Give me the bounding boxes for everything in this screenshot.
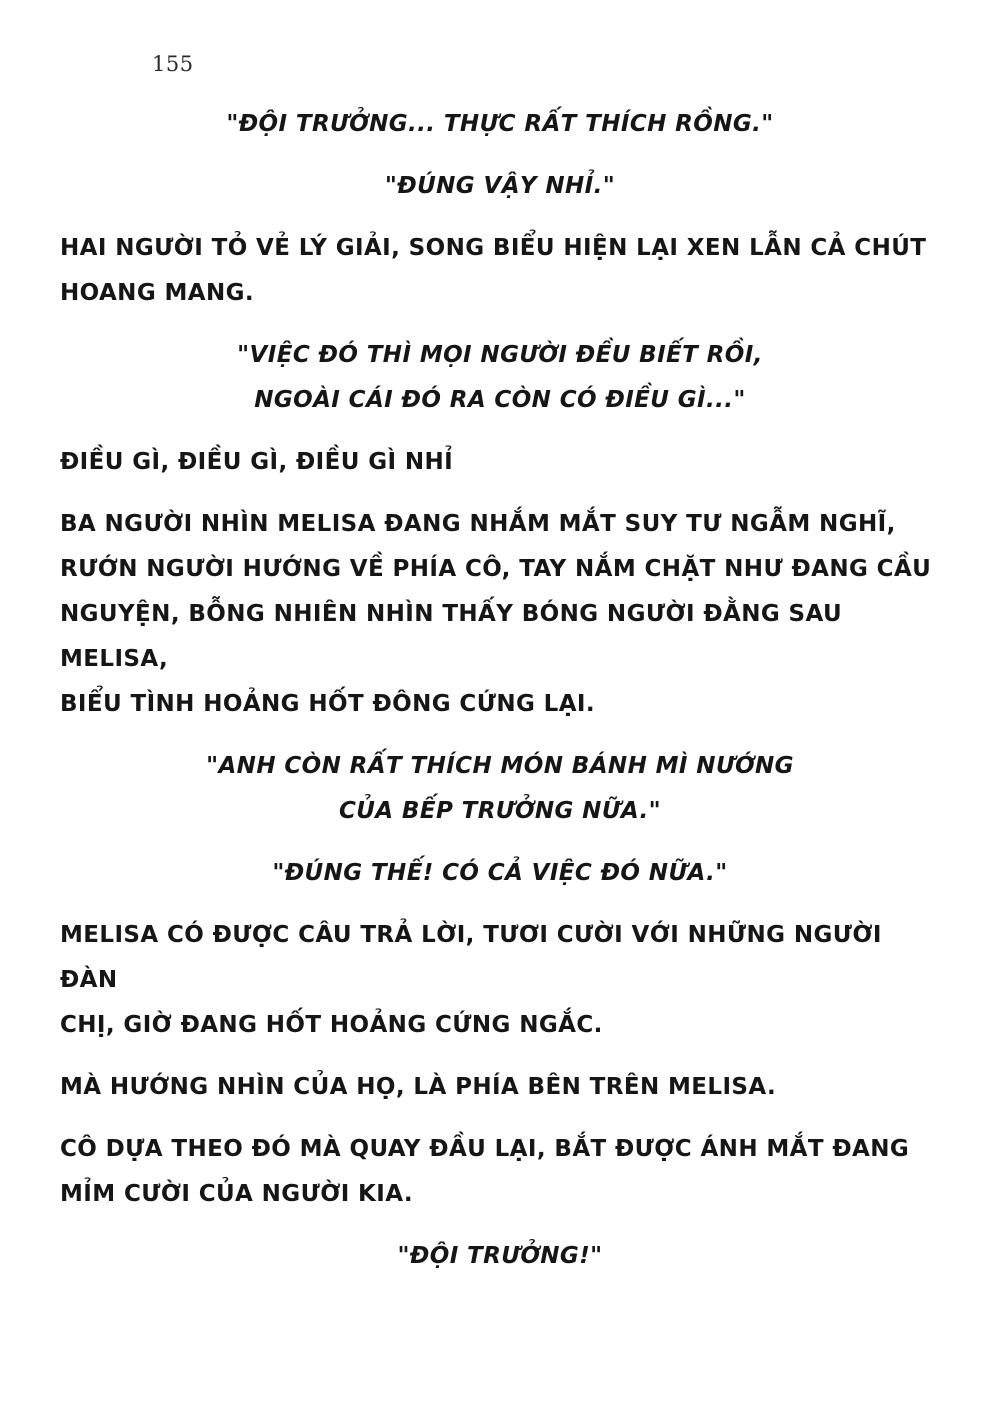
text-line: NGOÀI CÁI ĐÓ RA CÒN CÓ ĐIỀU GÌ..." [254, 387, 746, 413]
text-line: NGUYỆN, BỖNG NHIÊN NHÌN THẤY BÓNG NGƯỜI ĐẰNG SAU MELISA, [60, 601, 843, 672]
narration-block [60, 1065, 940, 1110]
dialogue-block [60, 1234, 940, 1279]
dialogue-block [60, 851, 940, 896]
text-line: "ANH CÒN RẤT THÍCH MÓN BÁNH MÌ NƯỚNG [206, 753, 794, 779]
text-line: ĐIỀU GÌ, ĐIỀU GÌ, ĐIỀU GÌ NHỈ [60, 449, 454, 475]
narration-block [60, 913, 940, 1048]
text-line: HOANG MANG. [60, 280, 255, 306]
text-line: BA NGƯỜI NHÌN MELISA ĐANG NHẮM MẮT SUY TƯ NGẪM NGHĨ, [60, 511, 896, 537]
text-line: HAI NGƯỜI TỎ VẺ LÝ GIẢI, SONG BIỂU HIỆN LẠI XEN LẪN CẢ CHÚT [60, 235, 927, 261]
dialogue-block [60, 164, 940, 209]
dialogue-block [60, 744, 940, 834]
text-line: "VIỆC ĐÓ THÌ MỌI NGƯỜI ĐỀU BIẾT RỒI, [237, 342, 763, 368]
page-number: 155 [152, 52, 194, 76]
text-line: MÀ HƯỚNG NHÌN CỦA HỌ, LÀ PHÍA BÊN TRÊN MELISA. [60, 1074, 777, 1100]
text-line: CÔ DỰA THEO ĐÓ MÀ QUAY ĐẦU LẠI, BẮT ĐƯỢC ÁNH MẮT ĐANG [60, 1136, 910, 1162]
text-line: MỈM CƯỜI CỦA NGƯỜI KIA. [60, 1181, 413, 1207]
text-line: BIỂU TÌNH HOẢNG HỐT ĐÔNG CỨNG LẠI. [60, 691, 596, 717]
text-line: "ĐỘI TRƯỞNG!" [397, 1243, 603, 1269]
text-line: CHỊ, GIỜ ĐANG HỐT HOẢNG CỨNG NGẮC. [60, 1012, 603, 1038]
text-line: "ĐÚNG THẾ! CÓ CẢ VIỆC ĐÓ NỮA." [272, 860, 728, 886]
dialogue-block [60, 333, 940, 423]
text-line: "ĐÚNG VẬY NHỈ." [384, 173, 616, 199]
dialogue-block [60, 102, 940, 147]
page-text [60, 102, 940, 1279]
narration-block [60, 226, 940, 316]
text-line: CỦA BẾP TRƯỞNG NỮA." [338, 798, 662, 824]
narration-block [60, 440, 940, 485]
text-line: RƯỚN NGƯỜI HƯỚNG VỀ PHÍA CÔ, TAY NẮM CHẶT NHƯ ĐANG CẦU [60, 556, 932, 582]
narration-block [60, 502, 940, 727]
text-line: "ĐỘI TRƯỞNG... THỰC RẤT THÍCH RỒNG." [226, 111, 774, 137]
narration-block [60, 1127, 940, 1217]
text-line: MELISA CÓ ĐƯỢC CÂU TRẢ LỜI, TƯƠI CƯỜI VỚI NHỮNG NGƯỜI ĐÀN [60, 922, 882, 993]
